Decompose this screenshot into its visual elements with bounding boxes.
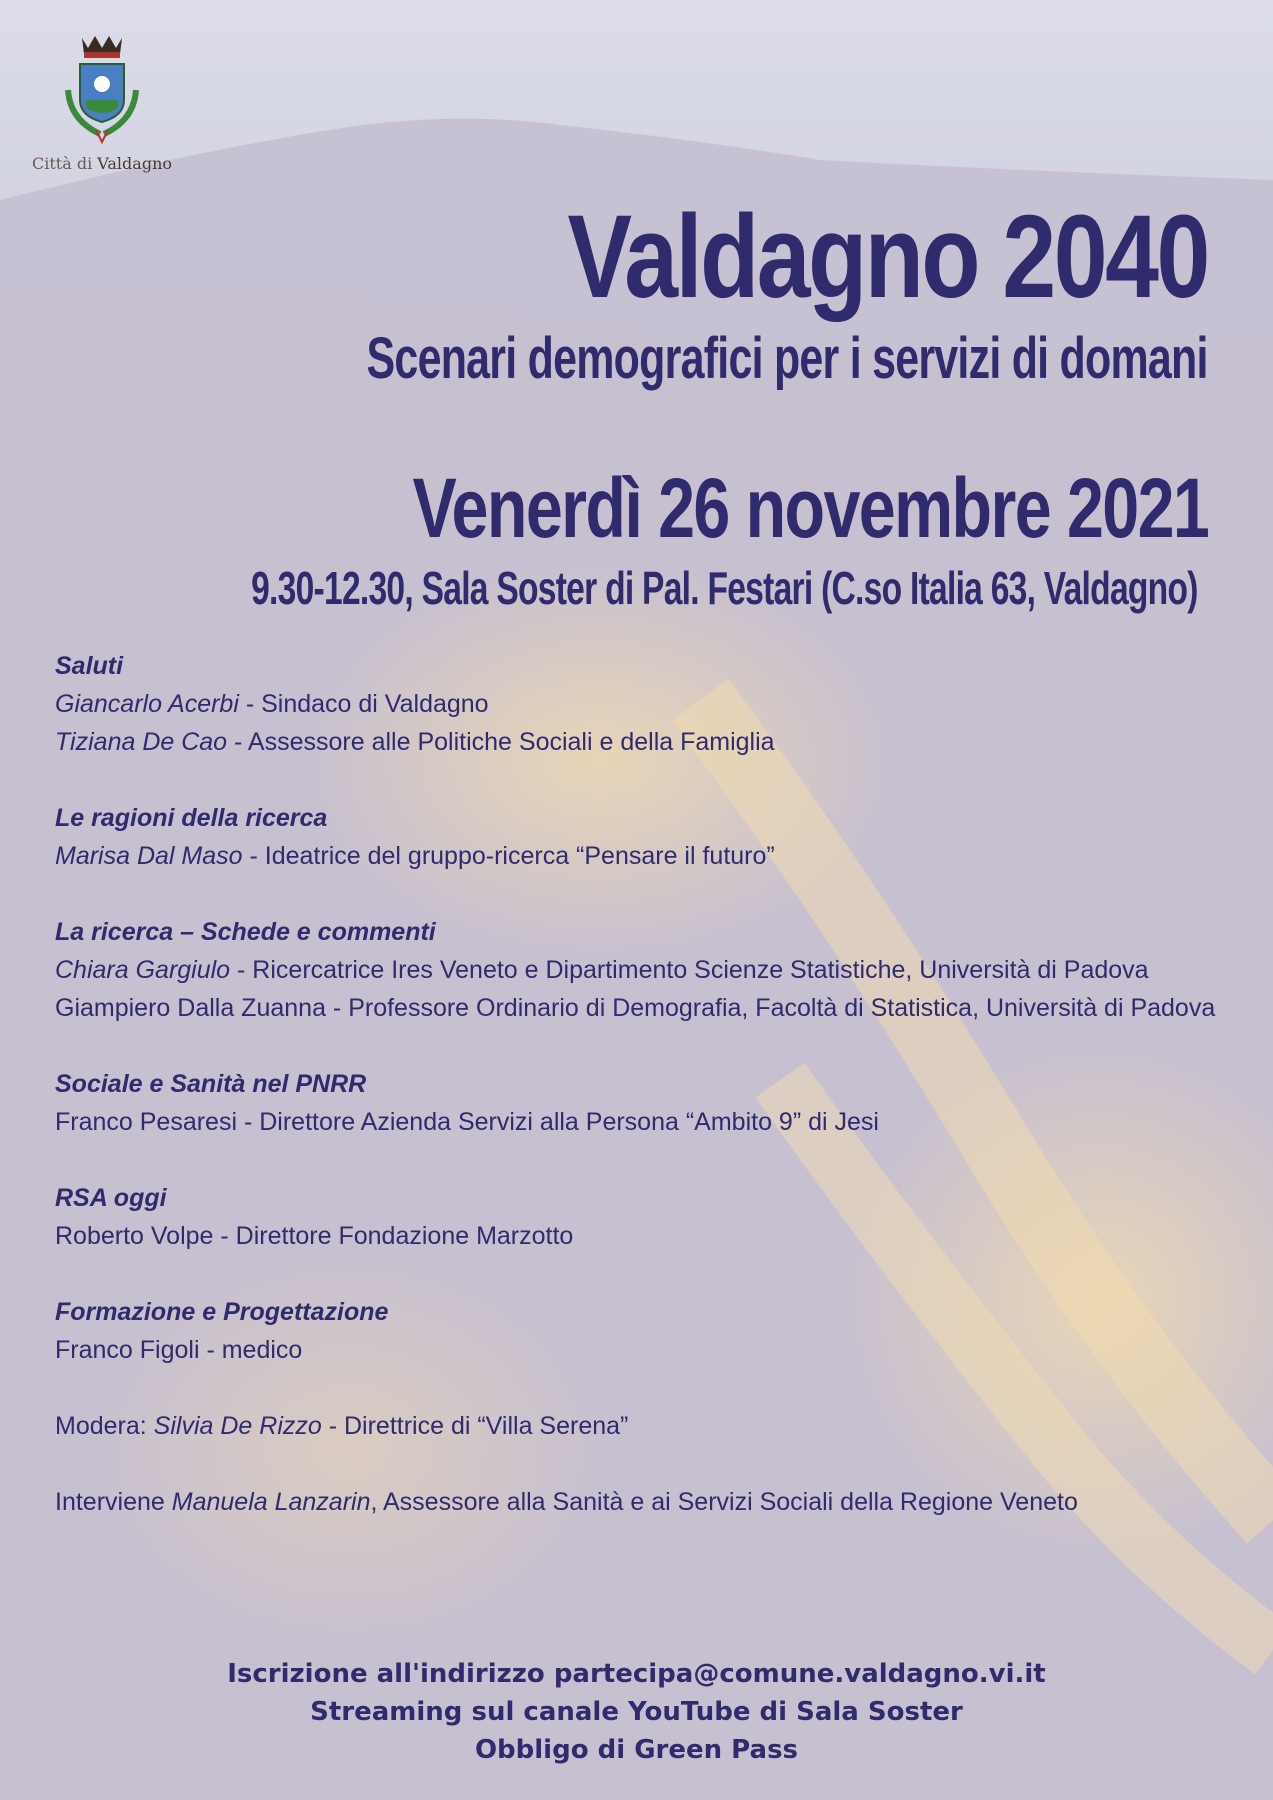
section-title: La ricerca – Schede e commenti [55,918,436,946]
speaker-role: - Ricercatrice Ires Veneto e Dipartimento Scienze Statistiche, Università di Padova [230,956,1149,984]
speaker-name: Marisa Dal Maso [55,842,243,870]
speaker-line [55,1331,1225,1369]
guest-prefix: Interviene [55,1488,172,1516]
guest-name: Manuela Lanzarin [171,1488,371,1516]
guest-line [55,1483,1225,1521]
logo-city: Valdagno [97,154,172,173]
moderator-line [55,1407,1225,1445]
section-title: RSA oggi [55,1184,167,1212]
speaker-name: Tiziana De Cao [55,728,228,756]
section-formazione [55,1293,1225,1369]
speaker-role: Franco Figoli - medico [55,1336,303,1364]
green-pass-line: Obbligo di Green Pass [474,1735,799,1765]
speaker-name: Chiara Gargiulo [55,956,231,984]
section-title: Saluti [55,652,124,680]
event-date: Venerdì 26 novembre 2021 [412,461,1208,555]
city-logo [28,30,176,173]
coat-of-arms-icon [60,30,144,150]
speaker-name: Giancarlo Acerbi [55,690,239,718]
section-pnrr [55,1065,1225,1141]
event-subtitle: Scenari demografici per i servizi di domani [366,326,1208,391]
speaker-line [55,685,1225,723]
speaker-line [55,837,1225,875]
moderator-role: - Direttrice di “Villa Serena” [321,1412,629,1440]
speaker-line [55,989,1225,1027]
speaker-role: - Sindaco di Valdagno [238,690,489,718]
logo-caption [28,154,176,173]
speaker-role: Franco Pesaresi - Direttore Azienda Servizi alla Persona “Ambito 9” di Jesi [55,1108,879,1136]
speaker-role: Roberto Volpe - Direttore Fondazione Marzotto [55,1222,574,1250]
registration-line: Iscrizione all'indirizzo partecipa@comune.valdagno.vi.it [227,1659,1046,1689]
moderator-name: Silvia De Rizzo [153,1412,322,1440]
speaker-line [55,723,1225,761]
speaker-role: - Assessore alle Politiche Sociali e della Famiglia [227,728,775,756]
guest-role: , Assessore alla Sanità e ai Servizi Sociali della Regione Veneto [370,1488,1078,1516]
event-title: Valdagno 2040 [567,191,1208,323]
streaming-line: Streaming sul canale YouTube di Sala Soster [310,1697,963,1727]
section-saluti [55,647,1225,761]
speaker-role: - Ideatrice del gruppo-ricerca “Pensare il futuro” [242,842,775,870]
footer [0,1655,1273,1769]
section-title: Formazione e Progettazione [55,1298,389,1326]
section-ricerca [55,913,1225,1027]
section-title: Le ragioni della ricerca [55,804,328,832]
speaker-role: Giampiero Dalla Zuanna - Professore Ordinario di Demografia, Facoltà di Statistica, Università di Padova [55,994,1216,1022]
section-title: Sociale e Sanità nel PNRR [55,1070,367,1098]
section-ragioni [55,799,1225,875]
speaker-line [55,1217,1225,1255]
moderator-prefix: Modera: [55,1412,154,1440]
speaker-line [55,1103,1225,1141]
section-rsa [55,1179,1225,1255]
event-venue: 9.30-12.30, Sala Soster di Pal. Festari (C.so Italia 63, Valdagno) [251,562,1198,614]
program [55,647,1225,1559]
speaker-line [55,951,1225,989]
logo-prefix: Città di [32,154,93,173]
